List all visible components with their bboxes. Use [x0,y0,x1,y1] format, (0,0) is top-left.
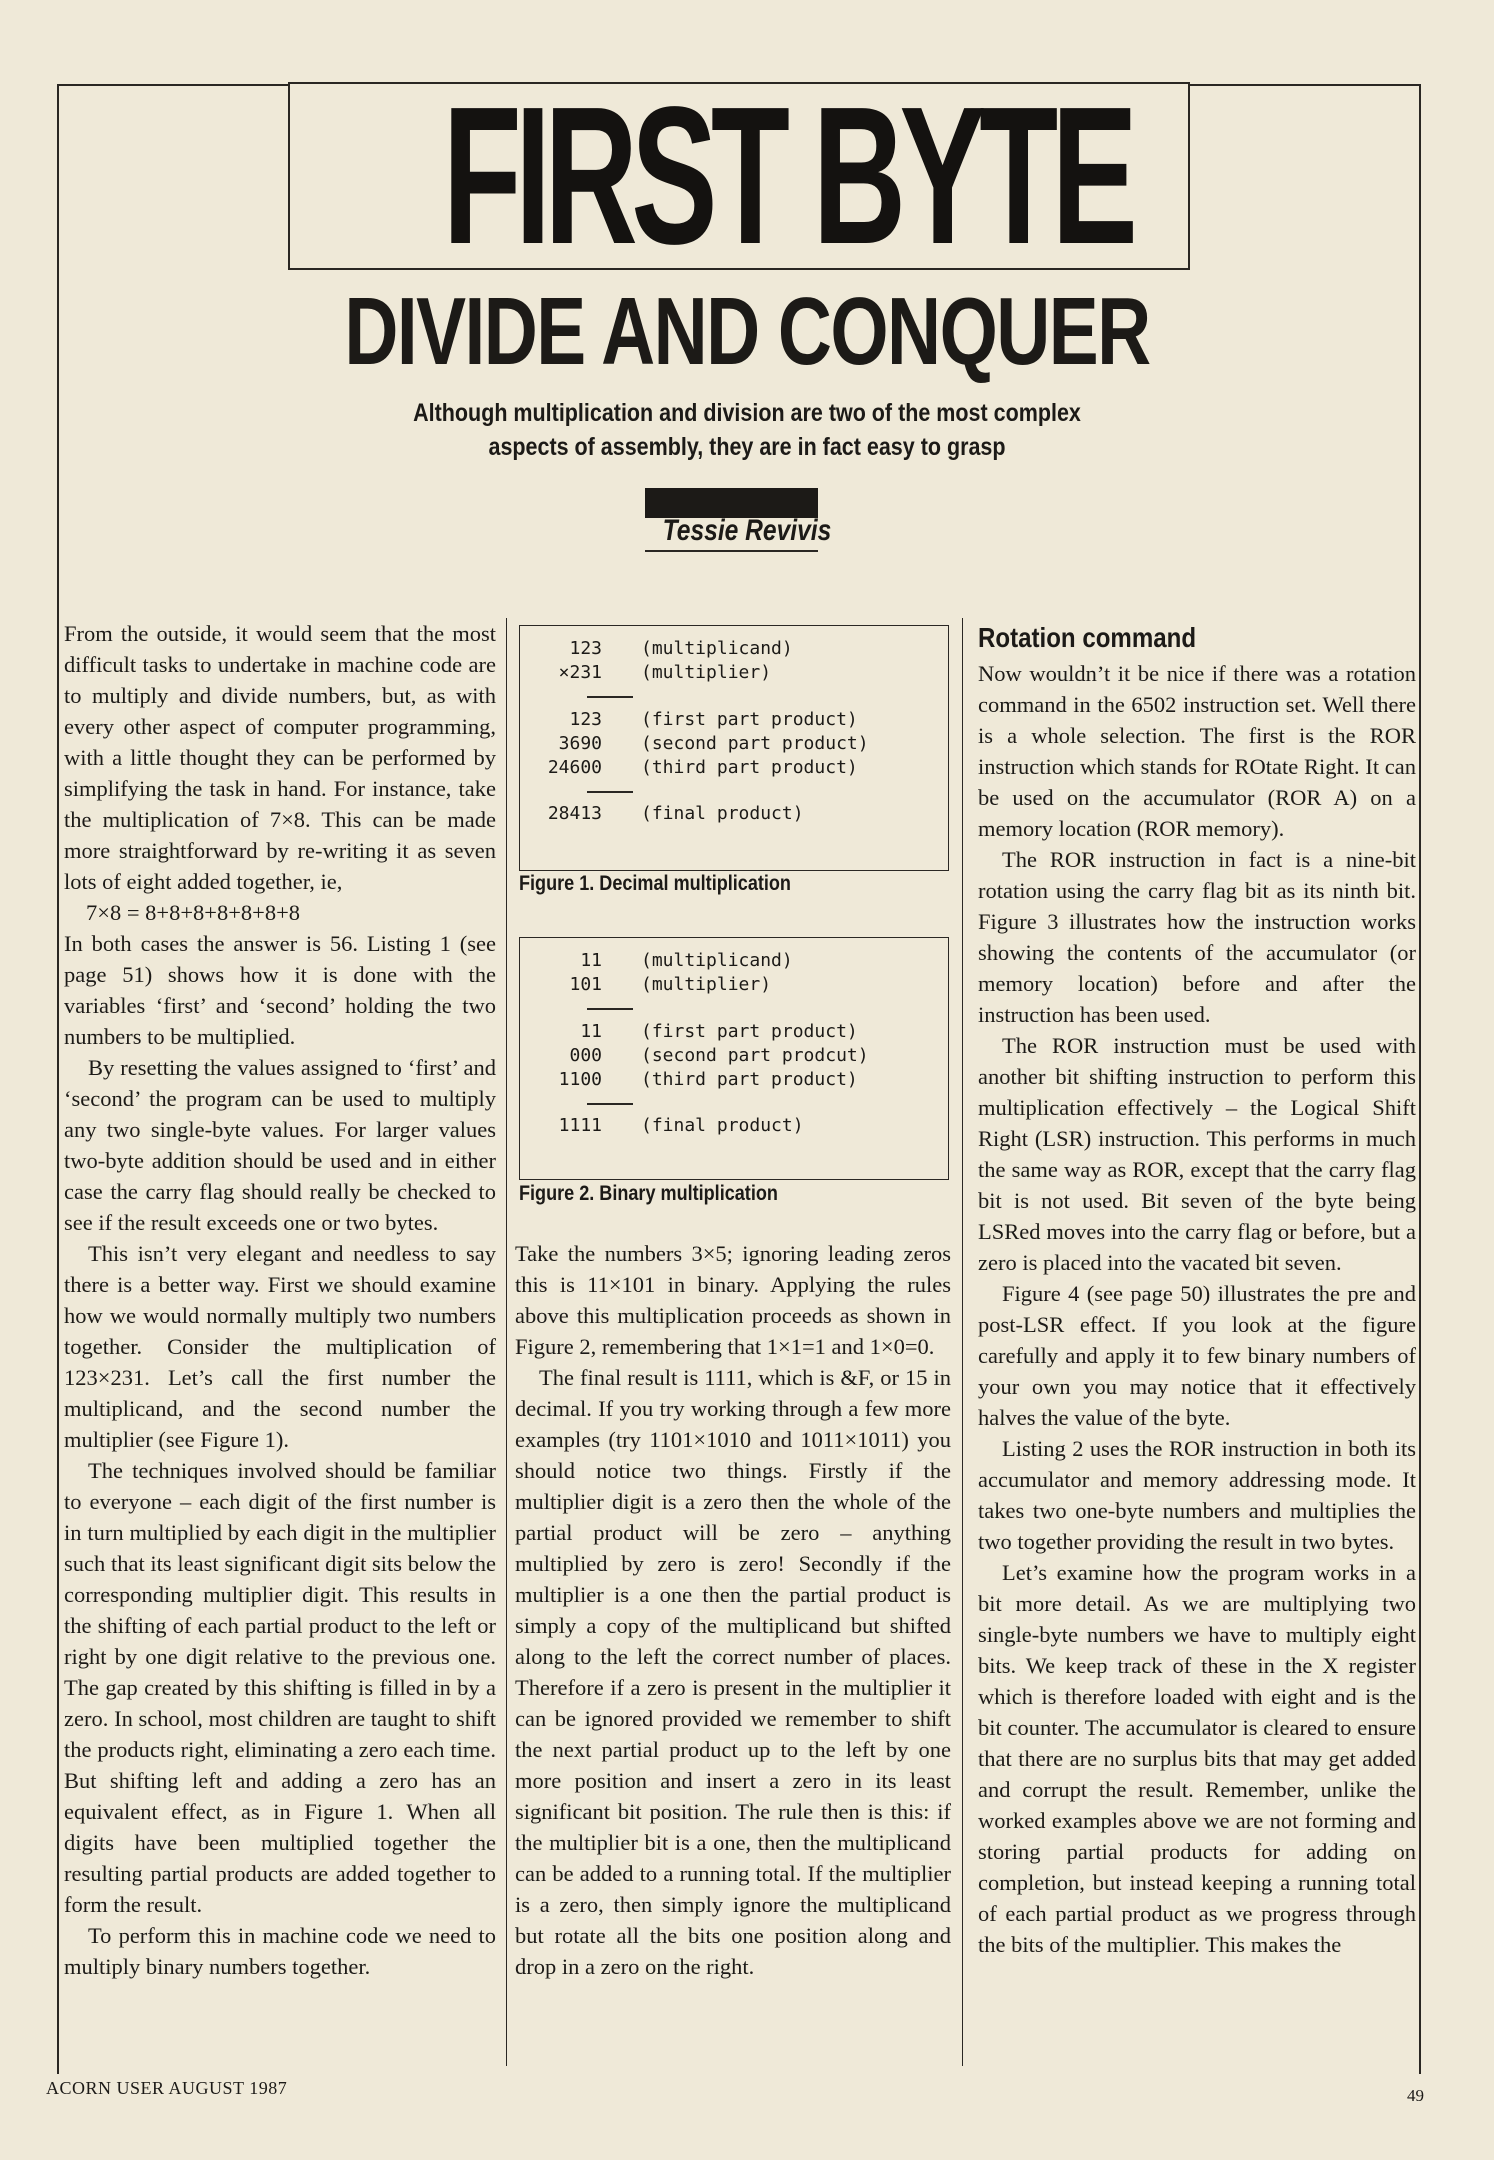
figure-rule [587,1103,633,1105]
figure-rule [587,791,633,793]
figure-number: 123 [569,638,602,659]
formula: 7×8 = 8+8+8+8+8+8+8 [86,900,301,925]
frame-right [1419,84,1421,2074]
figure-rule [587,696,633,698]
figure-number: 28413 [547,803,602,824]
column-3 [978,618,1416,1960]
paragraph: From the outside, it would seem that the most difficult tasks to undertake in machine code are to multiply and divide numbers, but, as with every other aspect of computer programming, with a little thought they can be performed by simplifying the task in hand. For instance, take the multiplication of 7×8. This can be made more straightforward by re-writing it as seven lots of eight added together, ie, [64,621,496,894]
standfirst [247,396,1247,464]
figure-note: (second part prodcut) [641,1045,869,1066]
figure-number: ×231 [558,662,602,683]
figure-number: 11 [580,950,602,971]
paragraph: Take the numbers 3×5; ignoring leading zeros this is 11×101 in binary. Applying the rules above this multiplication proceeds as shown in Figure 2, remembering that 1×1=1 and 1×0=0. [515,1241,951,1359]
figure-number: 3690 [558,733,602,754]
figure-row [520,1044,948,1068]
paragraph: The techniques involved should be familiar to everyone – each digit of the first number is in turn multiplied by each digit in the multiplier such that its least significant digit sits below the corresponding multiplier digit. This results in the shifting of each partial product to the left or right by one digit relative to the previous one. The gap created by this shifting is filled in by a zero. In school, most children are taught to shift the products right, eliminating a zero each time. But shifting left and adding a zero has an equivalent effect, as in Figure 1. When all digits have been multiplied together the resulting partial products are added together to form the result. [64,1458,496,1917]
figure-note: (final product) [641,1115,804,1136]
figure-number: 000 [569,1045,602,1066]
figure-note: (first part product) [641,709,858,730]
paragraph: This isn’t very elegant and needless to say there is a better way. First we should examine how we would normally multiply two numbers together. Consider the multiplication of 123×231. Let’s call the first number the multiplicand, and the second number the multiplier (see Figure 1). [64,1241,496,1452]
figure-note: (third part product) [641,757,858,778]
figure-row [520,949,948,973]
paragraph: To perform this in machine code we need to multiply binary numbers together. [64,1923,496,1979]
figure-note: (multiplier) [641,662,772,683]
figure-row [520,732,948,756]
figure-number: 24600 [547,757,602,778]
column-rule-1 [506,618,507,2066]
figure-row [520,637,948,661]
figure-row [520,1020,948,1044]
page-number: 49 [1407,2086,1424,2105]
figure-note: (multiplicand) [641,638,793,659]
figure-row [520,661,948,685]
figure-note: (final product) [641,803,804,824]
footer-publication: ACORN USER AUGUST 1987 [46,2078,288,2098]
paragraph: Listing 2 uses the ROR instruction in both its accumulator and memory addressing mode. It takes two one-byte numbers and multiplies the two together providing the result in two bytes. [978,1436,1416,1554]
figure-2-caption: Figure 2. Binary multiplication [519,1182,778,1205]
figure-note: (multiplier) [641,974,772,995]
column-2 [515,1238,951,1982]
byline: Tessie Revivis [662,514,832,547]
byline-rule [645,550,818,552]
frame-top-left [57,84,288,86]
column-1 [64,618,496,1982]
figure-note: (second part product) [641,733,869,754]
figure-number: 123 [569,709,602,730]
paragraph: In both cases the answer is 56. Listing 1 (see page 51) shows how it is done with the variables ‘first’ and ‘second’ holding the two numbers to be multiplied. [64,931,496,1049]
paragraph: By resetting the values assigned to ‘first’ and ‘second’ the program can be used to multiply any two single-byte values. For larger values two-byte addition should be used and in either case the carry flag should really be checked to see if the result exceeds one or two bytes. [64,1055,496,1235]
figure-number: 101 [569,974,602,995]
figure-row [520,756,948,780]
paragraph: Let’s examine how the program works in a bit more detail. As we are multiplying two single-byte numbers we have to multiply eight bits. We keep track of these in the X register which is therefore loaded with eight and is the bit counter. The accumulator is cleared to ensure that there are no surplus bits that may get added and corrupt the result. Remember, unlike the worked examples above we are not forming and storing partial products for adding on completion, but instead keeping a running total of each partial product as we progress through the bits of the multiplier. This makes the [978,1560,1416,1957]
column-rule-2 [962,618,963,2066]
figure-number: 1100 [558,1069,602,1090]
paragraph: The ROR instruction in fact is a nine-bit rotation using the carry flag bit as its ninth bit. Figure 3 illustrates how the instruction works showing the contents of the accumulator (or memory location) before and after the instruction has been used. [978,847,1416,1027]
masthead-title: FIRST BYTE [442,66,1132,285]
standfirst-line-1: Although multiplication and division are two of the most complex [413,399,1081,427]
paragraph: Figure 4 (see page 50) illustrates the pre and post-LSR effect. If you look at the figure carefully and apply it to few binary numbers of your own you may notice that it effectively halves the value of the byte. [978,1281,1416,1430]
standfirst-line-2: aspects of assembly, they are in fact easy to grasp [488,433,1006,461]
figure-row [520,1114,948,1138]
subhead: Rotation command [978,622,1197,653]
figure-number: 11 [580,1021,602,1042]
masthead-box [288,66,1190,285]
figure-note: (first part product) [641,1021,858,1042]
frame-top-right [1190,84,1421,86]
paragraph: The final result is 1111, which is &F, or 15 in decimal. If you try working through a few more examples (try 1101×1010 and 1011×1011) you should notice two things. Firstly if the multiplier digit is a zero then the whole of the partial product will be zero – anything multiplied by zero is zero! Secondly if the multiplier is a one then the partial product is simply a copy of the multiplicand but shifted along to the left the correct number of places. Therefore if a zero is present in the multiplier it can be ignored provided we remember to shift the next partial product up to the left by one more position and insert a zero in its least significant bit position. The rule then is this: if the multiplier bit is a one, then the multiplicand can be added to a running total. If the multiplier is a zero, then simply ignore the multiplicand but rotate all the bits one position along and drop in a zero on the right. [515,1365,951,1979]
figure-rule [587,1008,633,1010]
figure-1-caption: Figure 1. Decimal multiplication [519,872,791,895]
figure-2 [519,937,949,1180]
figure-note: (third part product) [641,1069,858,1090]
figure-row [520,802,948,826]
article-headline: DIVIDE AND CONQUER [344,278,1150,385]
paragraph: The ROR instruction must be used with another bit shifting instruction to perform this multiplication effectively – the Logical Shift Right (LSR) instruction. This performs in much the same way as ROR, except that the carry flag bit is not used. Bit seven of the byte being LSRed moves into the carry flag or before, but a zero is placed into the vacated bit seven. [978,1033,1416,1275]
paragraph: Now wouldn’t it be nice if there was a rotation command in the 6502 instruction set. Well there is a whole selection. The first is the ROR instruction which stands for ROtate Right. It can be used on the accumulator (ROR A) on a memory location (ROR memory). [978,661,1416,841]
figure-row [520,973,948,997]
figure-note: (multiplicand) [641,950,793,971]
figure-row [520,708,948,732]
figure-row [520,1068,948,1092]
frame-left [57,84,59,2074]
figure-1 [519,625,949,871]
figure-number: 1111 [558,1115,602,1136]
